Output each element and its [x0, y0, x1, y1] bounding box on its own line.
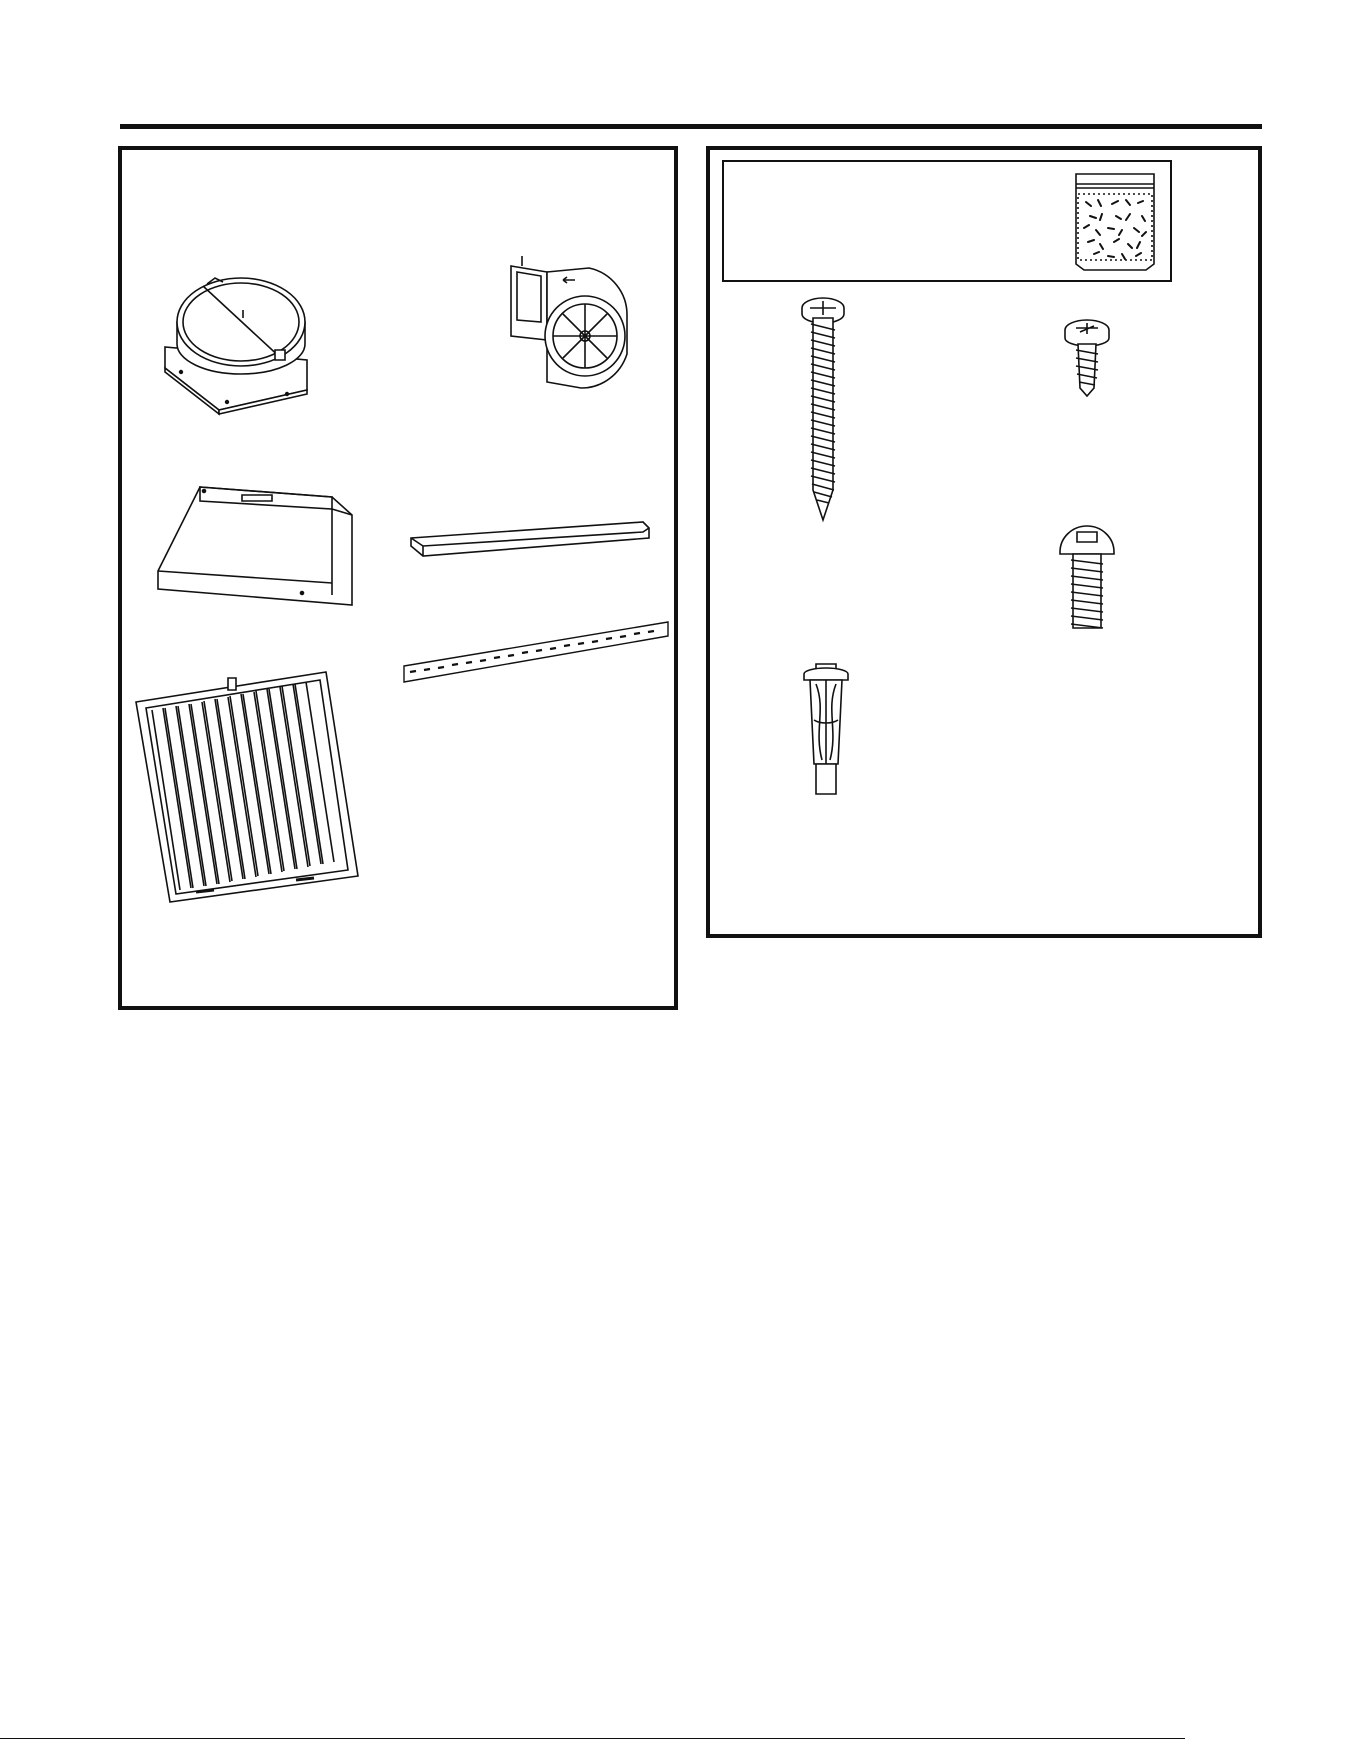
mounting-rail-icon [400, 620, 672, 690]
wall-anchor-icon [798, 660, 854, 798]
blower-motor-icon [477, 250, 647, 400]
footer-rule [0, 1738, 1185, 1739]
round-duct-adapter-icon [157, 272, 327, 422]
hardware-bag-icon [1072, 170, 1158, 274]
hardware-panel [706, 146, 1262, 938]
hood-body-icon [152, 475, 362, 615]
parts-panel [118, 146, 678, 1010]
hardware-bag-box [722, 160, 1172, 282]
shelf-tray-icon [407, 516, 652, 562]
header-rule [120, 124, 1262, 129]
grease-filter-icon [132, 666, 364, 906]
button-head-bolt-icon [1056, 522, 1118, 634]
short-flange-screw-icon [1062, 318, 1112, 398]
long-wood-screw-icon [798, 294, 848, 522]
